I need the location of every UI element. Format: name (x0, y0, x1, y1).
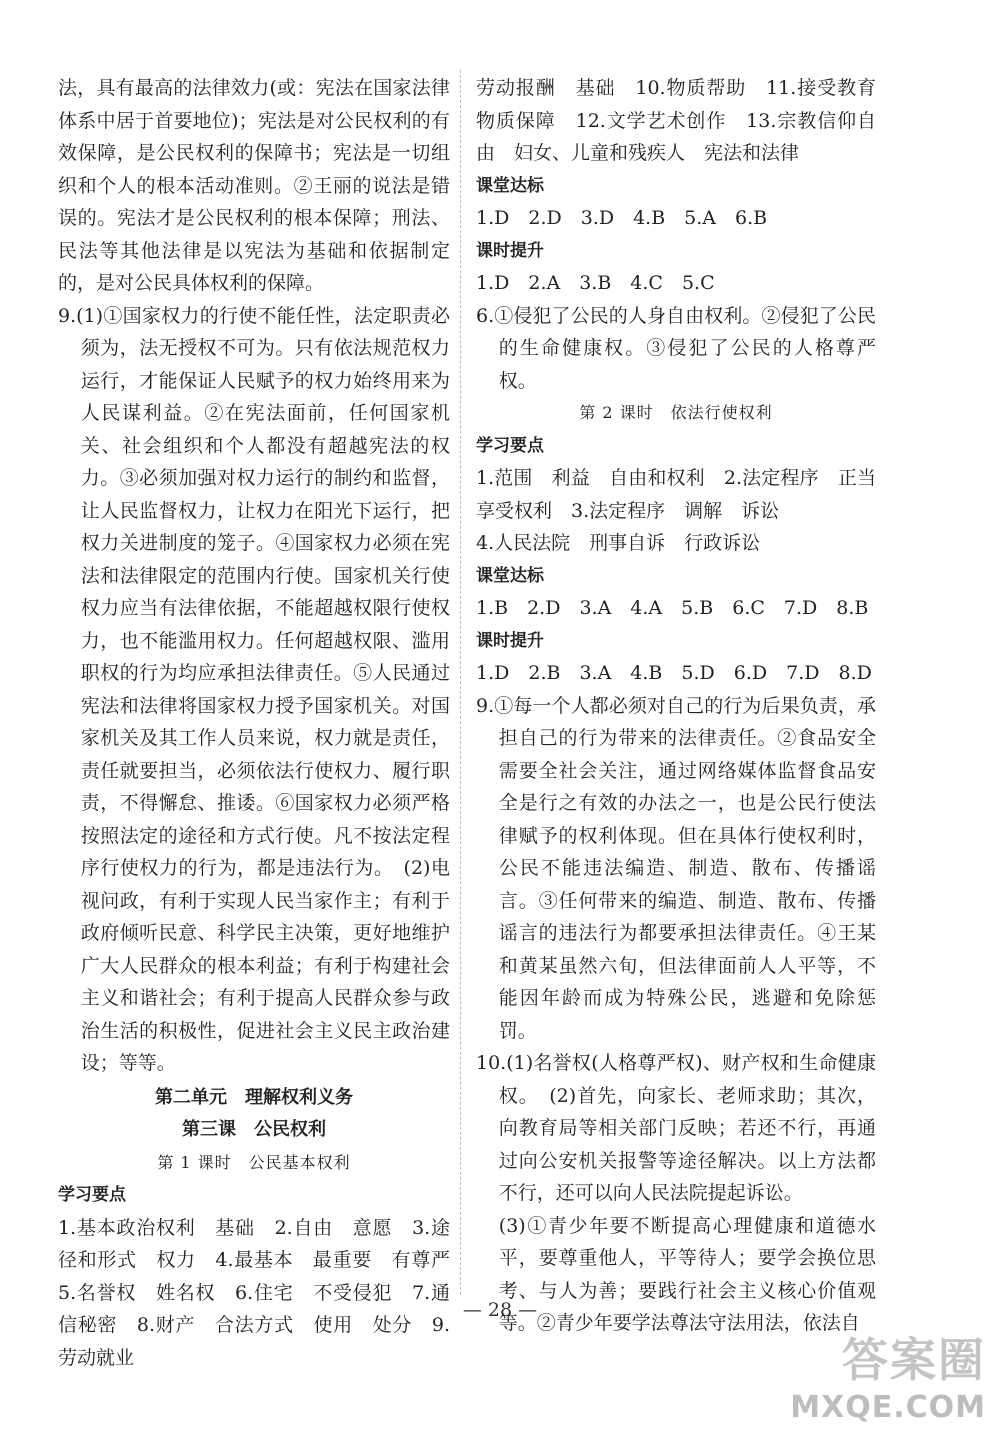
unit-title: 第二单元 理解权利义务 (155, 1086, 353, 1108)
right-column (476, 72, 896, 1340)
class-label-1: 课堂达标 (476, 175, 544, 196)
period-title-2: 第 2 课时 依法行使权利 (579, 403, 773, 422)
question-6: 6.①侵犯了公民的人身自由权利。②侵犯了公民的生命健康权。③侵犯了公民的人格尊严权。 (476, 304, 876, 392)
lesson-title: 第三课 公民权利 (182, 1119, 326, 1140)
watermark (790, 1324, 986, 1425)
class-answers-1: 1.D 2.D 3.D 4.B 5.A 6.B (476, 207, 768, 229)
question-10-part-3: (3)①青少年要不断提高心理健康和道德水平，要尊重他人，平等待人；要学会换位思考、与人为善；要践行社会主义核心价值观等。②青少年要学法尊法守法用法，依法自 (498, 1214, 876, 1334)
left-paragraph-1: 法，具有最高的法律效力(或：宪法在国家法律体系中居于首要地位)；宪法是对公民权利的有效保障，是公民权利的保障书；宪法是一切组织和个人的根本活动准则。②王丽的说法是错误的。宪法才是公民权利的根本保障；刑法、民法等其他法律是以宪法为基础和依据制定的，是对公民具体权利的保障。 (58, 77, 450, 294)
study-points-2b: 4.人民法院 刑事自诉 行政诉讼 (476, 532, 761, 554)
improve-label-2: 课时提升 (476, 630, 544, 651)
column-divider (460, 70, 461, 1295)
study-points-2a: 1.范围 利益 自由和权利 2.法定程序 正当 享受权利 3.法定程序 调解 诉讼 (476, 467, 896, 522)
class-answers-2: 1.B 2.D 3.A 4.A 5.B 6.C 7.D 8.B (476, 597, 869, 619)
question-10: 10.(1)名誉权(人格尊严权)、财产权和生命健康权。 (2)首先，向家长、老师求助；其次，向教育局等相关部门反映；若还不行，再通过向公安机关报警等途径解决。以上方法都不行，还可以向人民法院提起诉讼。 (476, 1052, 876, 1204)
watermark-logo: 答案圈 (842, 1333, 986, 1387)
question-9-right: 9.①每一个人都必须对自己的行为后果负责，承担自己的行为带来的法律责任。②食品安全需要全社会关注，通过网络媒体监督食品安全是行之有效的办法之一，也是公民行使法律赋予的权利体现。但在具体行使权利时，公民不能违法编造、制造、散布、传播谣言。③任何带来的编造、制造、散布、传播谣言的违法行为都要承担法律责任。④王某和黄某虽然六旬，但法律面前人人平等，不能因年龄而成为特殊公民，逃避和免除惩罚。 (476, 694, 876, 1042)
question-9-left: 9.(1)①国家权力的行使不能任性，法定职责必须为，法无授权不可为。只有依法规范权力运行，才能保证人民赋予的权力始终用来为人民谋利益。②在宪法面前，任何国家机关、社会组织和个人都没有超越宪法的权力。③必须加强对权力运行的制约和监督，让人民监督权力，让权力在阳光下运行，把权力关进制度的笼子。④国家权力必须在宪法和法律限定的范围内行使。国家机关行使权力应当有法律依据，不能超越权限行使权力，也不能滥用权力。任何超越权限、滥用职权的行为均应承担法律责任。⑤人民通过宪法和法律将国家权力授予国家机关。对国家机关及其工作人员来说，权力就是责任，责任就要担当，必须依法行使权力、履行职责，不得懈怠、推诿。⑥国家权力必须严格按照法定的途径和方式行使。凡不按法定程序行使权力的行为，都是违法行为。 (2)电视问政，有利于实现人民当家作主；有利于政府倾听民意、科学民主决策，更好地维护广大人民群众的根本利益；有利于构建社会主义和谐社会；有利于提高人民群众参与政治生活的积极性，促进社会主义民主政治建设；等等。 (58, 304, 450, 1074)
study-points-label-1: 学习要点 (58, 1185, 126, 1205)
study-points-1: 1.基本政治权利 基础 2.自由 意愿 3.途径和形式 权力 4.最基本 最重要 有尊严 5.名誉权 姓名权 6.住宅 不受侵犯 7.通信秘密 8.财产 合法方式 使用 处分 9.劳动就业 (58, 1216, 470, 1369)
page-number: — 28 — (462, 1299, 538, 1321)
study-points-continued: 劳动报酬 基础 10.物质帮助 11.接受教育 物质保障 12.文学艺术创作 13.宗教信仰自由 妇女、儿童和残疾人 宪法和法律 (476, 77, 896, 164)
left-column (58, 72, 470, 1374)
class-label-2: 课堂达标 (476, 565, 544, 586)
study-points-label-2: 学习要点 (476, 435, 544, 456)
improve-label-1: 课时提升 (476, 240, 544, 261)
improve-answers-2: 1.D 2.B 3.A 4.B 5.D 6.D 7.D 8.D (476, 662, 872, 684)
period-title-1: 第 1 课时 公民基本权利 (157, 1152, 351, 1172)
improve-answers-1: 1.D 2.A 3.B 4.C 5.C (476, 272, 715, 294)
watermark-url: MXQE.COM (790, 1390, 986, 1425)
